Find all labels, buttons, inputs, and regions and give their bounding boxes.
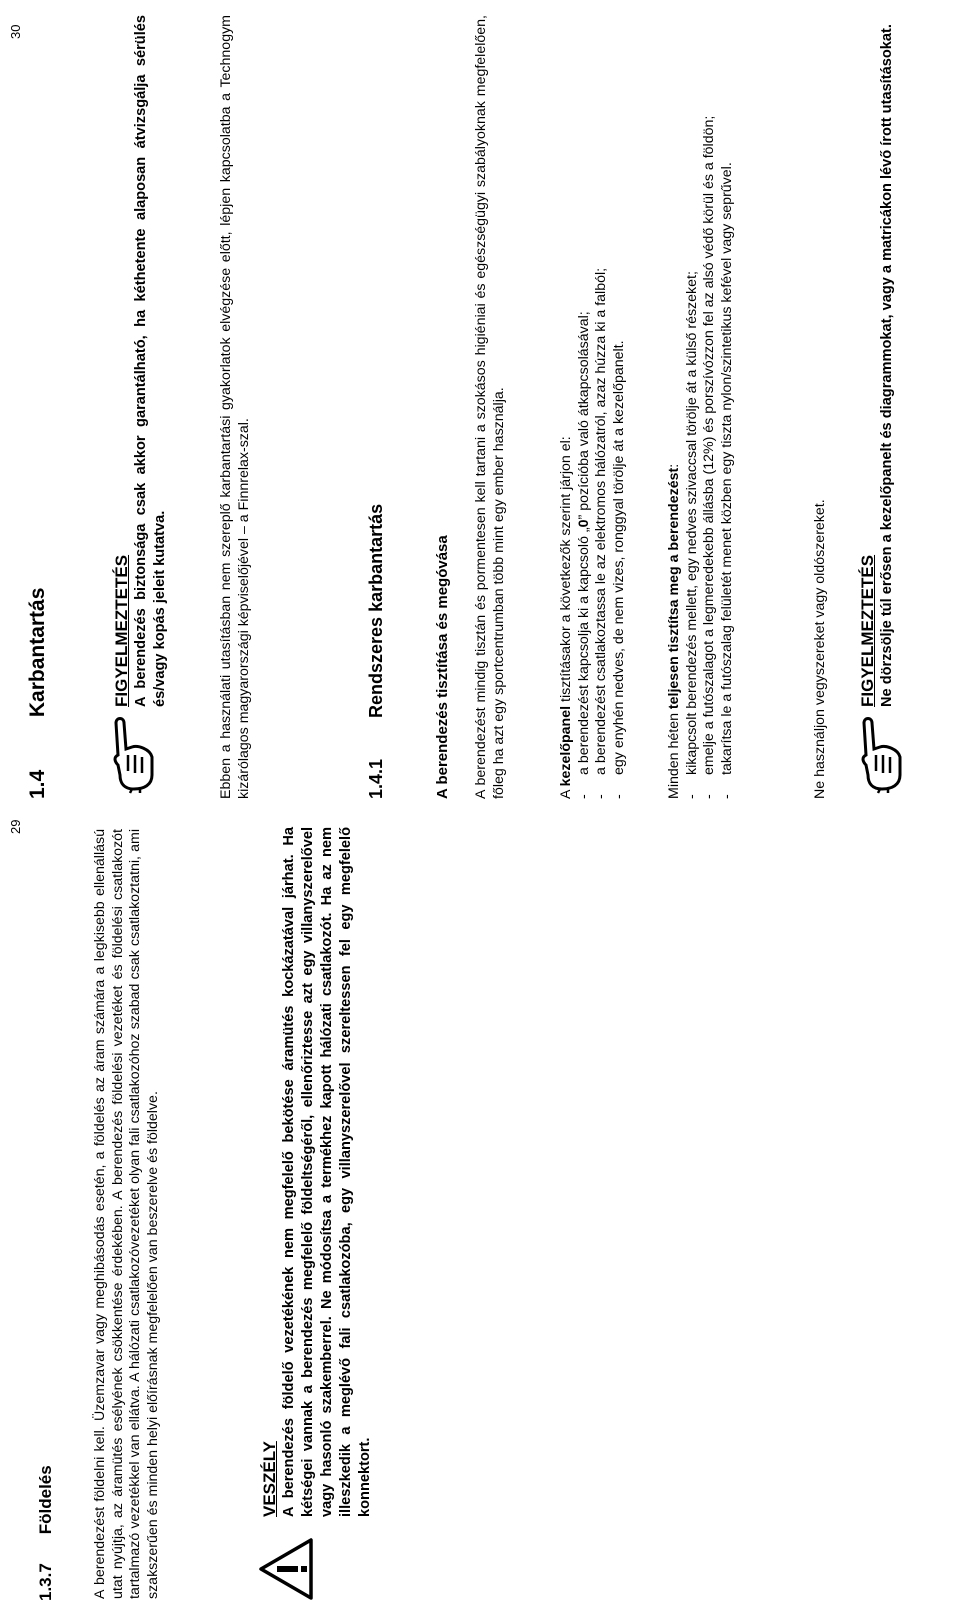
item-text: ” pozícióba való átkapcsolásával; <box>575 311 592 520</box>
list-item <box>576 15 594 799</box>
item-text: a berendezést csatlakoztassa le az elektromos hálózatról, azaz húzza ki a falból; <box>593 267 609 775</box>
subsection-title: Rendszeres karbantartás <box>366 503 386 718</box>
warning-title: FIGYELMEZTETÉS <box>858 554 877 707</box>
warning-title: FIGYELMEZTETÉS <box>112 554 131 707</box>
panel-intro-pre: A <box>558 786 574 799</box>
panel-intro <box>558 15 576 799</box>
cleaning-paragraph: A berendezést mindig tisztán és pormentesen kell tartani a szokásos higiéniai és egészségügyi szabályoknak megfelelően, főleg ha azt egy sportcentrumban több mint egy ember használja. <box>473 15 507 799</box>
subsection-number: 1.4.1 <box>366 758 386 799</box>
section-number: 1.3.7 <box>36 1563 55 1601</box>
weekly-steps-list <box>684 15 737 799</box>
right-page <box>0 9 960 799</box>
list-item: - emelje a futószalagot a legmeredekebb állásba (12%) és porszívózzon fel az alsó védő körül és a földön; <box>701 15 719 799</box>
panel-intro-post: tisztításakor a következők szerint járjon el: <box>558 436 574 706</box>
panel-cleaning-block <box>558 15 628 799</box>
warning-box-2 <box>858 15 897 707</box>
section-title: Karbantartás <box>26 587 49 718</box>
section-heading-karbantartas <box>26 588 50 799</box>
item-bold: 0 <box>575 519 592 528</box>
left-page <box>0 809 960 1609</box>
warning-body: Ne dörzsölje túl erősen a kezelőpanelt és diagrammokat, vagy a matricákon lévő írott utasításokat. <box>879 24 895 707</box>
warning-triangle-icon <box>258 1537 319 1601</box>
weekly-intro-pre: Minden héten <box>666 709 682 799</box>
cleaning-heading: A berendezés tisztítása és megóvása <box>434 535 451 799</box>
weekly-intro <box>666 15 684 799</box>
list-item <box>611 15 629 799</box>
page-number-left: 29 <box>8 819 23 834</box>
maintenance-intro-paragraph: Ebben a használati utasításban nem szereplő karbantartási gyakorlatok elvégzése előtt, lépjen kapcsolatba a Technogym kizárólagos magyarországi képviselőjével – a Finnrelax-szal. <box>218 15 252 799</box>
section-title: Földelés <box>36 1465 55 1535</box>
list-item <box>593 15 611 799</box>
pointing-hand-icon <box>852 715 919 795</box>
danger-box <box>260 827 375 1517</box>
weekly-intro-post: : <box>666 463 682 468</box>
solvent-note: Ne használjon vegyszereket vagy oldószereket. <box>812 499 828 799</box>
panel-steps-list <box>576 15 629 799</box>
grounding-intro-paragraph: A berendezést földelni kell. Üzemzavar vagy meghibásodás esetén, a földelés az áram számára a legkisebb ellenállású utat nyújtja, az áramütés esélyének csökkentése érdekében. A berendezés földelési vezetéket és földelési csatlakozót tartalmazó vezetékkel van ellátva. A hálózati csatlakozóvezetéket olyan fali csatlakozóhoz szabad csak csatlakoztatni, ami szakszerűen és minden helyi előírásnak megfelelően van beszerelve és földelve. <box>92 829 161 1599</box>
danger-body: A berendezés földelő vezetékének nem megfelelő bekötése áramütés kockázatával járhat. Ha kétségei vannak a berendezés megfelelő földeltségéről, ellenőriztesse azt egy villanyszerelővel vagy hasonló szakemberrel. Ne módosítsa a termékhez kapott hálózati csatlakozót. Ha az nem illeszkedik a meglévő fali csatlakozóba, egy villanyszerelővel szereltessen fel egy megfelelő konnektort. <box>281 827 373 1517</box>
subsection-heading <box>366 504 387 799</box>
list-item: - takarítsa le a futószalag felületét menet közben egy tiszta nylon/szintetikus kefével vagy seprűvel. <box>719 15 737 799</box>
page-number-right: 30 <box>8 24 23 39</box>
pointing-hand-icon <box>104 715 171 795</box>
weekly-intro-bold: teljesen tisztítsa meg a berendezést <box>666 467 682 710</box>
item-text: a berendezést kapcsolja ki a kapcsoló „ <box>575 527 592 775</box>
item-text: egy enyhén nedves, de nem vizes, ronggyal törölje át a kezelőpanelt. <box>610 340 627 775</box>
warning-box-1 <box>112 15 170 707</box>
weekly-cleaning-block <box>666 15 736 799</box>
panel-intro-bold: kezelőpanel <box>558 705 574 787</box>
list-item: - kikapcsolt berendezés mellett, egy nedves szivaccsal törölje át a külső részeket; <box>684 15 702 799</box>
section-heading-foldeles <box>36 1465 56 1601</box>
warning-body: A berendezés biztonsága csak akkor garantálható, ha kéthetente alaposan átvizsgálja sérülés és/vagy kopás jeleit kutatva. <box>133 15 168 707</box>
danger-title: VESZÉLY <box>260 1441 279 1517</box>
section-number: 1.4 <box>26 769 49 799</box>
